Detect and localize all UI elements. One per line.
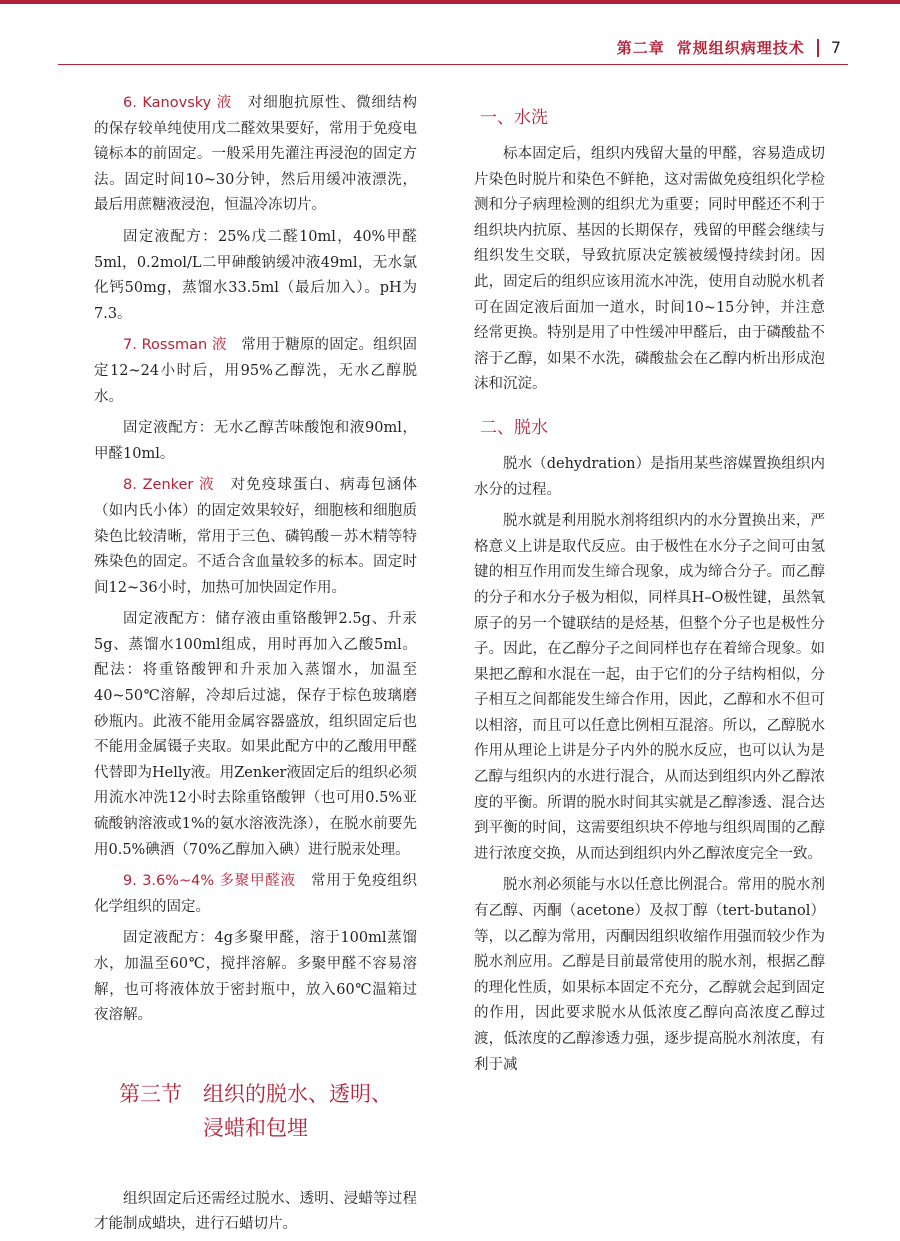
heading-water-wash: 一、水洗 bbox=[480, 108, 548, 128]
section-intro: 组织固定后还需经过脱水、透明、浸蜡等过程才能制成蜡块，进行石蜡切片。 bbox=[94, 1190, 417, 1233]
item-7-formula: 固定液配方：无水乙醇苦味酸饱和液90ml，甲醛10ml。 bbox=[94, 420, 417, 462]
item-9-heading: 9. 3.6%~4% 多聚甲醛液 bbox=[123, 873, 296, 890]
heading-dehydration: 二、脱水 bbox=[480, 417, 548, 438]
page-number: 7 bbox=[830, 38, 842, 57]
dehydration-definition: 脱水（dehydration）是指用某些溶媒置换组织内水分的过程。 bbox=[474, 455, 825, 498]
item-7-text: 常用于糖原的固定。组织固定12~24小时后，用95%乙醇洗，无水乙醇脱水。 bbox=[94, 337, 417, 405]
dehydration-mechanism: 脱水就是利用脱水剂将组织内的水分置换出来，严格意义上讲是取代反应。由于极性在水分子之间可由氢键的相互作用而发生缔合现象，成为缔合分子。而乙醇的分子和水分子极为相似，同样具H–O极性键，虽然氧原子的另一个键联结的是烃基，但整个分子也是极性分子。因此，在乙醇分子之间同样也存在着缔合现象。如果把乙醇和水混在一起，由于它们的分子结构相似，分子相互之间都能发生缔合作用，因此，乙醇和水不但可以相溶，而且可以任意比例相互混溶。所以，乙醇脱水作用从理论上讲是分子内外的脱水反应，也可以认为是乙醇与组织内的水进行混合，从而达到组织内外乙醇浓度的平衡。所谓的脱水时间其实就是乙醇渗透、混合达到平衡的时间，这需要组织块不停地与组织周围的乙醇进行浓度交换，从而达到组织内外乙醇浓度完全一致。 bbox=[474, 513, 825, 862]
top-accent-line bbox=[0, 0, 900, 4]
left-column bbox=[94, 91, 417, 1238]
section-title-line-1: 第三节 组织的脱水、透明、 bbox=[119, 1081, 392, 1106]
section-title bbox=[94, 1077, 417, 1145]
chapter-label: 第二章 bbox=[616, 39, 665, 57]
dehydrating-agents: 脱水剂必须能与水以任意比例混合。常用的脱水剂有乙醇、丙酮（acetone）及叔丁醇（tert-butanol）等，以乙醇为常用，丙酮因组织收缩作用强而较少作为脱水剂应用。乙醇是目前最常使用的脱水剂，根据乙醇的理化性质，如果标本固定不充分，乙醇就会起到固定的作用，因此要求脱水从低浓度乙醇向高浓度乙醇过渡，低浓度的乙醇渗透力强，逐步提高脱水剂浓度，有利于减 bbox=[474, 877, 825, 1073]
right-column bbox=[474, 96, 825, 1078]
header-separator bbox=[817, 39, 819, 57]
item-6-heading: 6. Kanovsky 液 bbox=[123, 95, 233, 111]
chapter-title: 常规组织病理技术 bbox=[676, 39, 805, 57]
item-6-text: 对细胞抗原性、微细结构的保存较单纯使用戊二醛效果要好，常用于免疫电镜标本的前固定。一般采用先灌注再浸泡的固定方法。固定时间10~30分钟，然后用缓冲液漂洗，最后用蔗糖液浸泡，恒温冷冻切片。 bbox=[94, 95, 418, 214]
item-9-formula: 固定液配方：4g多聚甲醛，溶于100ml蒸馏水，加温至60℃，搅拌溶解。多聚甲醛不容易溶解，也可将液体放于密封瓶中，放入60℃温箱过夜溶解。 bbox=[94, 930, 417, 1024]
item-7-heading: 7. Rossman 液 bbox=[123, 337, 227, 354]
header-rule bbox=[58, 64, 848, 65]
item-6-formula: 固定液配方：25%戊二醛10ml，40%甲醛5ml，0.2mol/L二甲砷酸钠缓冲液49ml，无水氯化钙50mg，蒸馏水33.5ml（最后加入）。pH为7.3。 bbox=[94, 228, 417, 322]
item-8-heading: 8. Zenker 液 bbox=[123, 477, 215, 494]
item-8-formula: 固定液配方：储存液由重铬酸钾2.5g、升汞5g、蒸馏水100ml组成，用时再加入乙酸5ml。配法：将重铬酸钾和升汞加入蒸馏水，加温至40~50℃溶解，冷却后过滤，保存于棕色玻璃磨砂瓶内。此液不能用金属容器盛放，组织固定后也不能用金属镊子夹取。如果此配方中的乙酸用甲醛代替即为Helly液。用Zenker液固定后的组织必须用流水冲洗12小时去除重铬酸钾（也可用0.5%亚硫酸钠溶液或1%的氨水溶液洗涤），在脱水前要先用0.5%碘酒（70%乙醇加入碘）进行脱汞处理。 bbox=[94, 611, 417, 858]
running-header bbox=[617, 37, 842, 58]
item-9-paragraph bbox=[94, 869, 417, 920]
water-wash-paragraph: 标本固定后，组织内残留大量的甲醛，容易造成切片染色时脱片和染色不鲜艳，这对需做免疫组织化学检测和分子病理检测的组织尤为重要；同时甲醛还不利于组织块内抗原、基因的长期保存，残留的甲醛会继续与组织发生交联，导致抗原决定簇被缓慢持续封闭。因此，固定后的组织应该用流水冲洗，使用自动脱水机者可在固定液后面加一道水，时间10~15分钟，并注意经常更换。特别是用了中性缓冲甲醛后，由于磷酸盐不溶于乙醇，如果不水洗，磷酸盐会在乙醇内析出形成泡沫和沉淀。 bbox=[474, 146, 825, 393]
item-6-paragraph bbox=[94, 91, 417, 219]
section-title-line-2: 浸蜡和包埋 bbox=[203, 1115, 308, 1140]
item-9-text: 常用于免疫组织化学组织的固定。 bbox=[94, 873, 418, 915]
item-7-paragraph bbox=[94, 333, 417, 410]
item-8-text: 对免疫球蛋白、病毒包涵体（如内氏小体）的固定效果较好，细胞核和细胞质染色比较清晰，常用于三色、磷钨酸－苏木精等特殊染色的固定。不适合含血量较多的标本。固定时间12~36小时，加热可加快固定作用。 bbox=[94, 477, 418, 596]
item-8-paragraph bbox=[94, 473, 417, 601]
